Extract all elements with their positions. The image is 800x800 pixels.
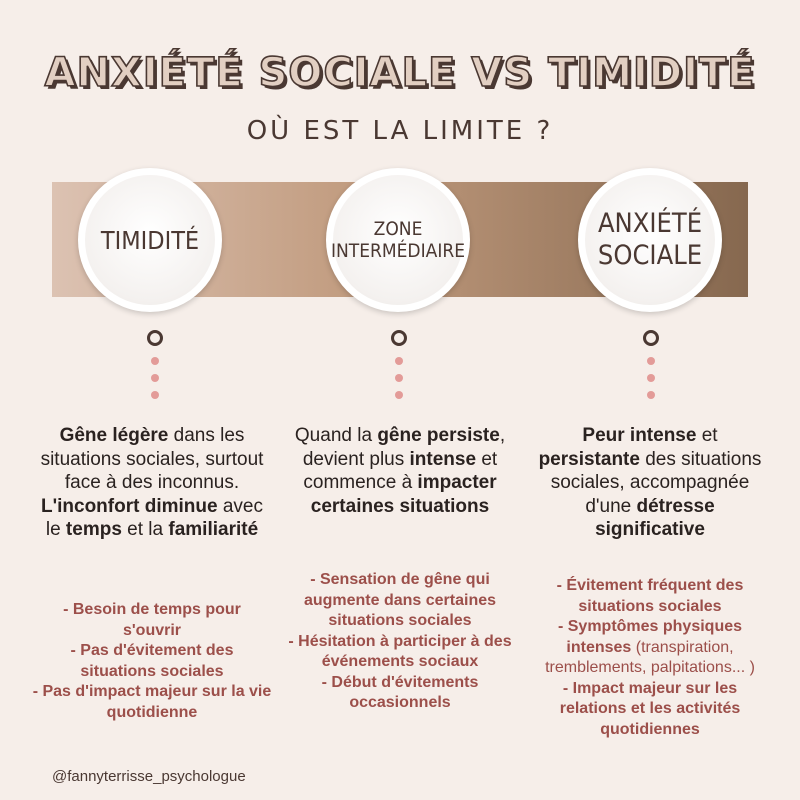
circle-label-zone-line2: INTERMÉDIAIRE [330,240,466,262]
list-item: - Impact majeur sur les relations et les activités quotidiennes [559,679,741,738]
description-segment: familiarité [168,519,259,540]
connector-dot [395,357,403,365]
description-segment: et commence à [303,448,498,493]
description-segment: impacter certaines situations [310,472,497,517]
list-item: - Début d'évitements occasionnels [321,673,479,711]
list-item: - Évitement fréquent des situations sociales [556,577,744,615]
circle-zone-intermediaire [326,168,470,312]
description-segment: et la [121,519,169,540]
connector-dot [647,391,655,399]
circle-label-anxiete-line1: ANXIÉTÉ [597,208,703,239]
points-anxiete-sociale [530,576,770,740]
page-title: ANXIÉTÉ SOCIALE VS TIMIDITÉ [44,50,756,96]
description-segment: temps [65,519,122,540]
connector-dot [395,374,403,382]
description-segment: persistante [538,448,640,470]
circle-label-anxiete [598,208,702,272]
list-item: - Pas d'impact majeur sur la vie quotidienne [32,683,272,721]
connector-dot [151,357,159,365]
list-item-main: - Symptômes physiques intenses [557,618,743,656]
circle-label-zone [331,218,465,262]
description-anxiete-sociale [530,424,770,542]
page-subtitle: OÙ EST LA LIMITE ? [246,116,554,146]
circle-label-timidite: TIMIDITÉ [100,225,200,255]
description-segment: avec le [45,495,263,540]
description-segment: L'inconfort diminue [41,495,218,517]
description-segment: et [696,425,718,446]
connector-dot [151,391,159,399]
connector-dot [151,374,159,382]
circle-anxiete-sociale [578,168,722,312]
list-item: - Besoin de temps pour s'ouvrir [63,601,241,639]
description-segment: gêne persiste [377,425,500,446]
list-item: - Sensation de gêne qui augmente dans certaines situations sociales [303,571,497,629]
description-segment: Gêne légère [59,425,169,446]
description-segment: Peur intense [582,425,697,446]
description-segment: Quand la [294,425,378,446]
connector-ring-2 [391,330,407,346]
connector-ring-1 [147,330,163,346]
list-item-extra: (transpiration, tremblements, palpitations... ) [545,638,755,676]
circle-label-zone-line1: ZONE [373,218,423,240]
description-timidite [32,424,272,542]
list-item: - Pas d'évitement des situations sociales [70,642,234,680]
description-zone-intermediaire [280,424,520,518]
description-segment: détresse significative [595,495,715,540]
list-item [530,617,770,679]
list-item: - Hésitation à participer à des événements sociaux [288,632,512,670]
connector-dot [647,374,655,382]
description-segment: , devient plus [302,425,506,470]
description-segment: des situations sociales, accompagnée d'une [550,448,762,517]
points-zone-intermediaire [280,570,520,714]
connector-ring-3 [643,330,659,346]
connector-dot [395,391,403,399]
points-timidite [32,600,272,723]
author-credit: @fannyterrisse_psychologue [52,768,246,785]
circle-label-anxiete-line2: SOCIALE [597,240,703,271]
description-segment: intense [409,448,477,470]
circle-timidite [78,168,222,312]
description-segment: dans les situations sociales, surtout face à des inconnus. [40,425,264,493]
connector-dot [647,357,655,365]
